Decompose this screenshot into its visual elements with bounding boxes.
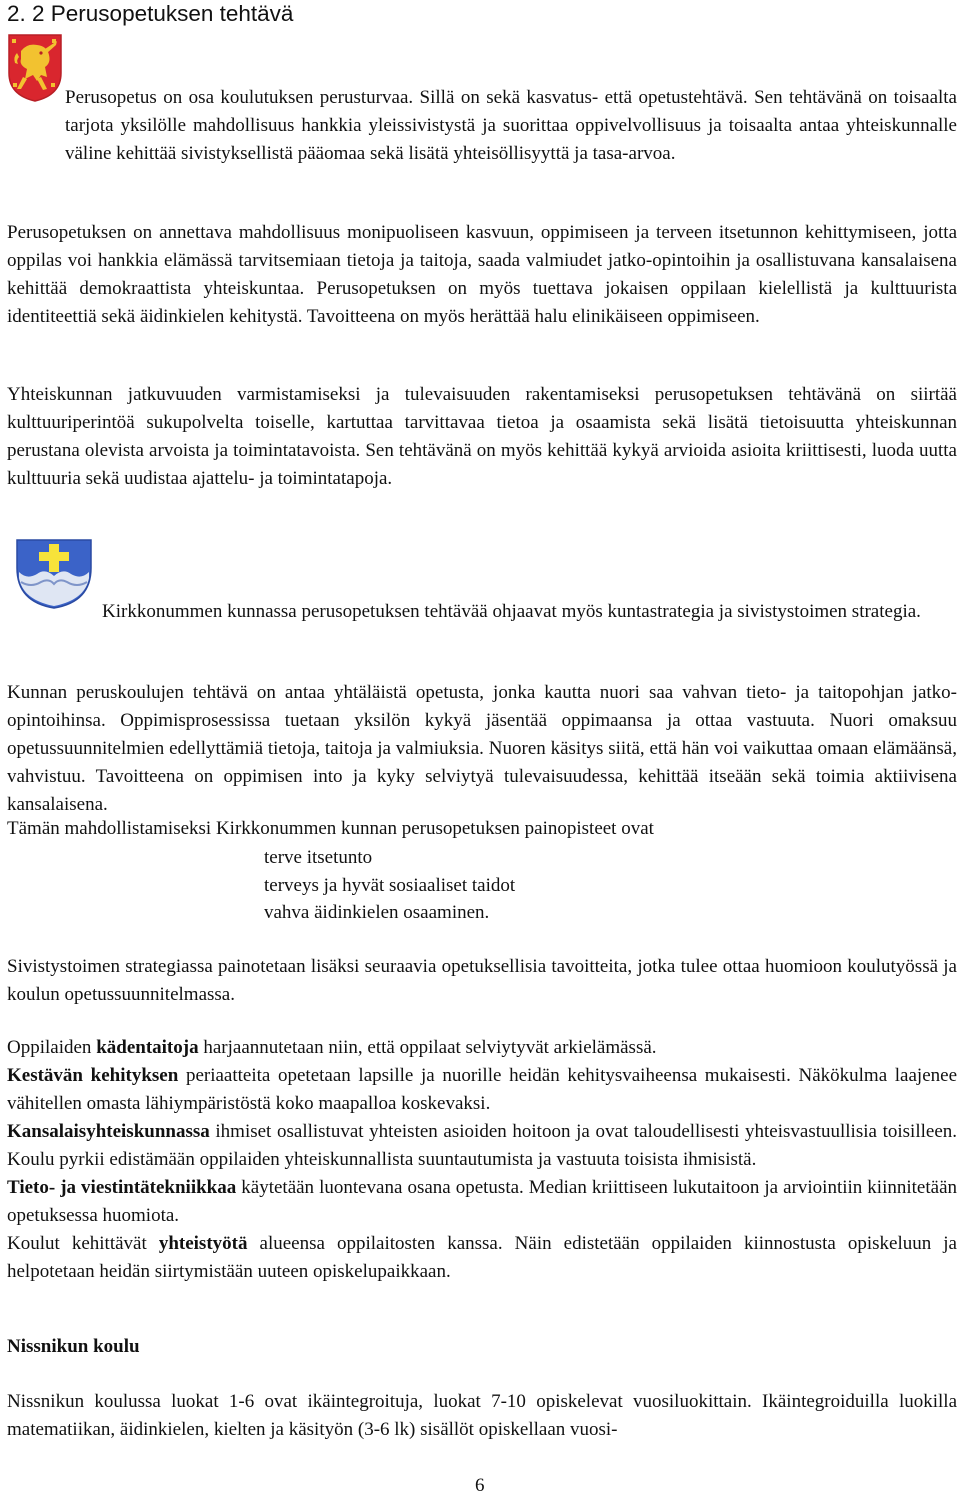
- paragraph-1-text: Perusopetus on osa koulutuksen perusturvaa. Sillä on sekä kasvatus- että opetustehtävä. Sen tehtävänä on toisaalta tarjota yksilölle mahdollisuus hankkia yleissivistystä ja suorittaa oppivelvollisuus ja toisaalta antaa yhteiskunnalle väline kehittää sivistyksellistä pääomaa sekä lisätä yhteisöllisyyttä ja tasa-arvoa.: [65, 87, 957, 164]
- goal-cooperation: [7, 1230, 957, 1286]
- goals-block: [7, 1034, 957, 1286]
- goal-text: käytetään luontevana osana opetusta. Median kriittiseen lukutaitoon ja arviointiin kiinnitetään opetuksessa huomiota.: [7, 1177, 957, 1226]
- goal-text: harjaannutetaan niin, että oppilaat selviytyvät arkielämässä.: [198, 1037, 657, 1058]
- goal-keyword: Tieto- ja viestintätekniikkaa: [7, 1177, 237, 1198]
- subheading: Nissnikun koulu: [7, 1336, 140, 1357]
- paragraph-3: Yhteiskunnan jatkuvuuden varmistamiseksi ja tulevaisuuden rakentamiseksi perusopetuksen tehtävänä on siirtää kulttuuriperintöä sukupolvelta toiselle, kartuttaa tarvittavaa tietoa ja osaamista sekä lisätä tietoisuutta yhteiskunnan perustana olevista arvoista ja toimintatavoista. Sen tehtävänä on myös kehittää kykyä arvioida asioita kriittisesti, luoda uutta kulttuuria sekä uudistaa ajattelu- ja toimintatapoja.: [7, 384, 957, 489]
- paragraph-8: Nissnikun koulussa luokat 1-6 ovat ikäintegroituja, luokat 7-10 opiskelevat vuosiluokittain. Ikäintegroiduilla luokilla matematiikan, äidinkielen, kielten ja käsityön (3-6 lk) sisällöt opiskellaan vuosi-: [7, 1391, 957, 1440]
- goal-keyword: kädentaitoja: [96, 1037, 199, 1058]
- goal-keyword: yhteistyötä: [158, 1233, 248, 1254]
- goal-keyword: Kestävän kehityksen: [7, 1065, 179, 1086]
- paragraph-2: Perusopetuksen on annettava mahdollisuus monipuoliseen kasvuun, oppimiseen ja terveen itsetunnon kehittymiseen, jotta oppilas voi hankkia elämässä tarvitsemiaan tietoja ja taitoja, saada valmiudet jatko-opintoihin ja osallistuvana kansalaisena kehittää demokraattista yhteiskuntaa. Perusopetuksen on myös tuettava jokaisen oppilaan kielellistä ja kulttuurista identiteettiä sekä äidinkielen kehitystä. Tavoitteena on myös herättää halu elinikäiseen oppimiseen.: [7, 222, 957, 327]
- list-item: terveys ja hyvät sosiaaliset taidot: [264, 874, 516, 896]
- goal-text: Koulut kehittävät: [7, 1233, 159, 1254]
- goal-text: periaatteita opetetaan lapsille ja nuorille heidän kehitysvaiheensa mukaisesti. Näkökulma laajenee vähitellen omasta lähiympäristöstä koko maapalloa koskevaksi.: [7, 1065, 958, 1114]
- section-heading: 2. 2 Perusopetuksen tehtävä: [7, 1, 294, 26]
- paragraph-4-text: Kirkkonummen kunnassa perusopetuksen tehtävää ohjaavat myös kuntastrategia ja sivistystoimen strategia.: [102, 601, 921, 622]
- paragraph-5: Kunnan peruskoulujen tehtävä on antaa yhtäläistä opetusta, jonka kautta nuori saa vahvan tieto- ja taitopohjan jatko-opintoihinsa. Oppimisprosessissa tuetaan yksilön kykyä jäsentää oppimaansa ja ottaa vastuuta. Nuori omaksuu opetussuunnitelmien edellyttämiä tietoja, taitoja ja valmiuksia. Nuoren käsitys siitä, että hän voi vaikuttaa omaan elämäänsä, vahvistuu. Tavoitteena on oppimisen into ja kyky selviytyä tulevaisuudessa, kehittää itseään sekä toimia aktiivisena kansalaisena.: [7, 682, 957, 815]
- goal-civil-society: [7, 1118, 957, 1174]
- list-item: terve itsetunto: [264, 847, 373, 868]
- paragraph-4: [7, 598, 957, 658]
- paragraph-6-intro: Tämän mahdollistamiseksi Kirkkonummen kunnan perusopetuksen painopisteet ovat: [7, 818, 654, 839]
- goal-text: ihmiset osallistuvat yhteisten asioiden hoitoon ja ovat taloudellisesti yhteisvastuullisia toisilleen. Koulu pyrkii edistämään oppilaiden yhteiskunnallista suuntautumista ja vastuuta toisista ihmisistä.: [7, 1121, 957, 1170]
- page-number: 6: [475, 1475, 485, 1496]
- focus-point-list: [264, 844, 515, 927]
- goal-sustainability: [7, 1062, 957, 1118]
- list-item: vahva äidinkielen osaaminen.: [264, 902, 490, 923]
- goal-ict: [7, 1174, 957, 1230]
- goal-text: alueensa oppilaitosten kanssa. Näin edistetään oppilaiden kiinnostusta opiskeluun ja helpotetaan heidän siirtymistään uuteen opiskelupaikkaan.: [7, 1233, 957, 1282]
- goal-keyword: Kansalaisyhteiskunnassa: [7, 1121, 210, 1142]
- goal-crafts: [7, 1034, 957, 1062]
- goal-text: Oppilaiden: [7, 1037, 97, 1058]
- paragraph-1: [7, 84, 957, 168]
- paragraph-7: Sivistystoimen strategiassa painotetaan lisäksi seuraavia opetuksellisia tavoitteita, jotka tulee ottaa huomioon koulutyössä ja koulun opetussuunnitelmassa.: [7, 956, 957, 1005]
